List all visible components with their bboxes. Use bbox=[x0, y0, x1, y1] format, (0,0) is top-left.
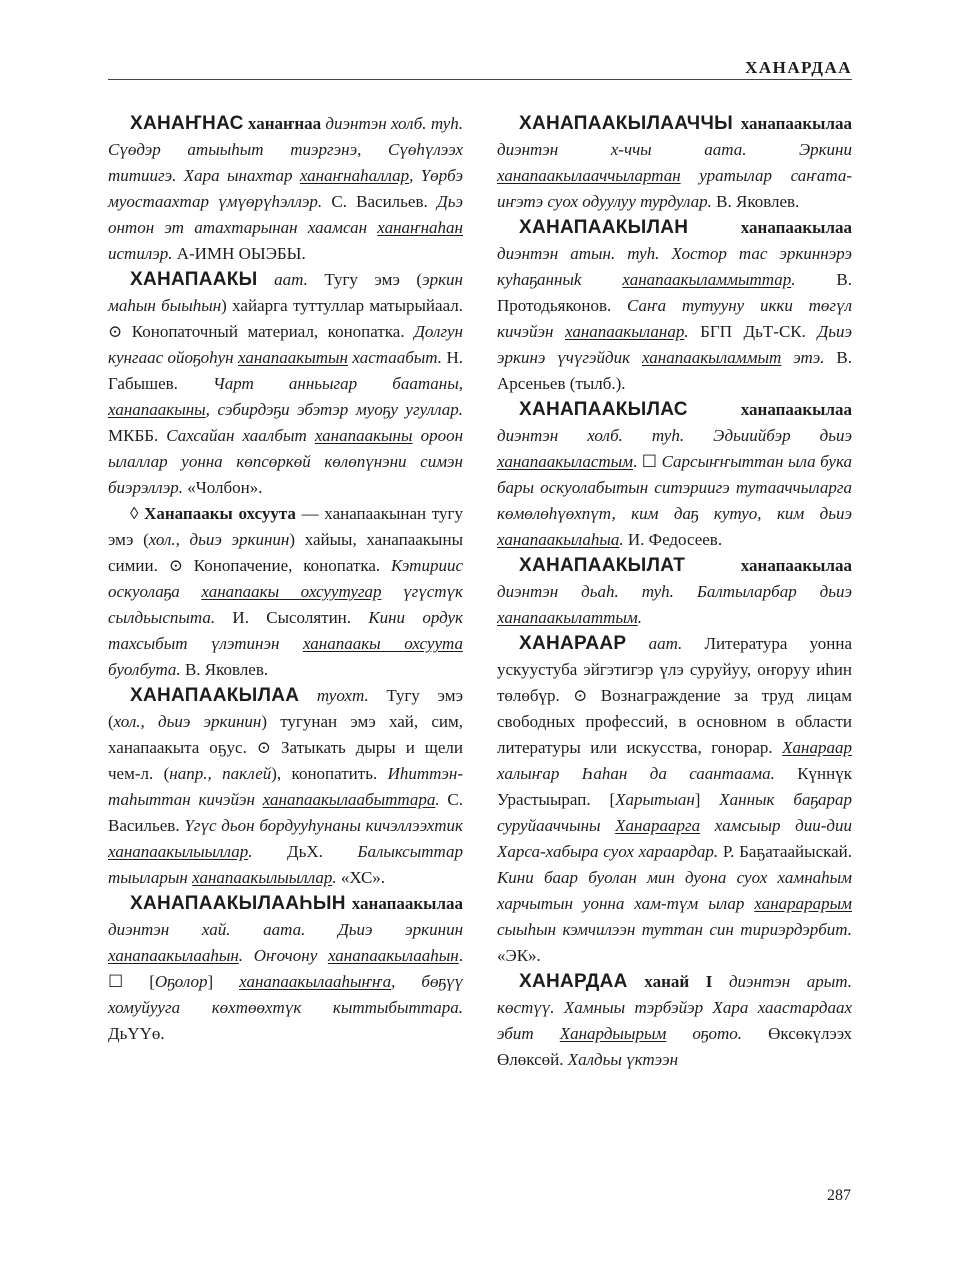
entry-text: В. Протодьяконов. bbox=[497, 270, 852, 315]
example-keyword: Ханараарга bbox=[615, 816, 701, 835]
entry-text: . bbox=[619, 530, 628, 549]
dictionary-entry bbox=[497, 111, 852, 215]
entry-text: ) тугунан эмэ хай, сим, ханапаакыта оҕус. ⊙ Затыкать дыры и щели чем-л. ( bbox=[108, 712, 464, 783]
entry-text: Тугу эмэ ( bbox=[108, 686, 463, 731]
headword: ХАНАПААКЫЛААЧЧЫ bbox=[519, 113, 734, 134]
entry-text: В. Арсеньев (тылб.). bbox=[497, 348, 852, 393]
entry-text: «ЭК». bbox=[497, 946, 541, 965]
entry-text: эркин маһын быыһын bbox=[108, 270, 463, 315]
example-keyword: ханапаакыламмыттар bbox=[622, 270, 792, 289]
entry-text: Чарт анньыгар баатаны, bbox=[213, 374, 464, 393]
header-rule bbox=[108, 79, 852, 80]
entry-text: . ☐ [ bbox=[108, 946, 463, 991]
dictionary-entry bbox=[497, 553, 852, 631]
entry-text: . bbox=[637, 608, 643, 627]
dictionary-entry bbox=[108, 891, 463, 1047]
headword: ХАНАПААКЫЛАН bbox=[519, 217, 689, 238]
example-keyword: ханапаакыламмыт bbox=[641, 348, 782, 367]
entry-text: Долгун кунгаас ойоҕоһун bbox=[108, 322, 463, 367]
entry-text: [ bbox=[609, 790, 616, 809]
headword: ХАНАПААКЫЛААҺЫН bbox=[130, 893, 346, 914]
entry-text: Тугу эмэ ( bbox=[324, 270, 423, 289]
entry-text: ) хайыы, ханапаакыны симии. ⊙ Конопачение, конопатка. bbox=[108, 530, 464, 575]
example-keyword: ханапаакылыыллар bbox=[192, 868, 333, 887]
dictionary-entry bbox=[497, 397, 852, 553]
dictionary-entry bbox=[497, 631, 852, 969]
example-keyword: ханапаакы охсуута bbox=[302, 634, 463, 653]
entry-text: диэнтэн холб. туһ. Сүөдэр атыыһыт тиэргэнэ, Сүөһүлээх титиигэ. Хара ынахтар bbox=[108, 114, 463, 185]
headword: ХАНАҤНАС bbox=[130, 113, 244, 134]
entry-text: диэнтэн дьаһ. туһ. Балтыларбар дьиэ bbox=[497, 582, 852, 601]
entry-text: Халдьы үктээн bbox=[567, 1050, 679, 1069]
entry-text: Р. Баҕатаайыскай. bbox=[722, 842, 853, 861]
entry-text: , сэбирдэҕи эбэтэр муоҕу угуллар. bbox=[205, 400, 463, 419]
entry-text bbox=[628, 972, 645, 991]
example-keyword: ханапаакылаһыа bbox=[497, 530, 620, 549]
entry-text: ороон ылаллар уонна көпсөркөй көлөпүнэни симэн биэрэллэр. bbox=[108, 426, 463, 497]
example-keyword: ханапаакылааһын bbox=[327, 946, 459, 965]
example-keyword: ханапаакылааччылартан bbox=[497, 166, 681, 185]
entry-text: диэнтэн х-ччы аата. Эркини bbox=[497, 140, 852, 159]
example-keyword: ханапаакылаабыттара bbox=[262, 790, 436, 809]
entry-text: Дьэ онтон эт атахтарынан хаамсан bbox=[108, 192, 463, 237]
entry-text: . ☐ bbox=[633, 452, 662, 471]
example-keyword: ханапаакыны bbox=[108, 400, 206, 419]
entry-text: С. Васильев. bbox=[331, 192, 437, 211]
entry-text bbox=[733, 114, 741, 133]
headword: ХАНАПААКЫЛАТ bbox=[519, 555, 686, 576]
entry-text: Литература уонна ускуустуба эйгэтигэр үлэ суруйуу, оҥоруу иһин төлөбүр. ⊙ Вознаграждение за труд лицам свободных профессий, в основном в области литературы или искусства, гонорар. bbox=[497, 634, 852, 757]
entry-text: Н. Габышев. bbox=[108, 348, 463, 393]
entry-text: БГП ДьТ-СК. bbox=[700, 322, 818, 341]
example-keyword: ханапаакыланар bbox=[565, 322, 685, 341]
entry-text: этэ. bbox=[781, 348, 837, 367]
entry-text: хастаабыт. bbox=[347, 348, 447, 367]
entry-text: Балыксыттар тыыларын bbox=[108, 842, 463, 887]
entry-text: диэнтэн хай. аата. Дьиэ эркинин bbox=[108, 920, 463, 939]
entry-text: уратылар саҥата-иҥэтэ суох одуулуу турдулар. bbox=[497, 166, 852, 211]
entry-text: ханапаакылаа bbox=[740, 114, 852, 133]
headword: ХАНАПААКЫ bbox=[130, 269, 258, 290]
entry-text: , Үөрбэ муостаахтар үмүөрүһэллэр. bbox=[108, 166, 463, 211]
entry-text: Иһиттэн-таһыттан кичэйэн bbox=[108, 764, 463, 809]
example-keyword: ханаҥнаһаллар bbox=[299, 166, 410, 185]
example-keyword: Ханардыырым bbox=[559, 1024, 667, 1043]
entry-text: , бөҕүү хомуйууга көхтөөхтүк кыттыбыттара. bbox=[108, 972, 463, 1017]
example-keyword: ханапаакылаттым bbox=[497, 608, 638, 627]
headword: ХАНАПААКЫЛАА bbox=[130, 685, 300, 706]
entry-text: . bbox=[684, 322, 701, 341]
entry-text: диэнтэн атын. туһ. Хостор тас эркиннэрэ куһаҕанныk bbox=[497, 244, 852, 289]
entry-text: ] bbox=[694, 790, 720, 809]
entry-text: Ханапаакы охсуута bbox=[144, 504, 296, 523]
entry-text: буолбута. bbox=[108, 660, 185, 679]
entry-text: Сахсайан хаалбыт bbox=[166, 426, 315, 445]
entry-text: истилэр. bbox=[108, 244, 177, 263]
entry-text: Үгүс дьон бордууһунаны кичэллээхтик bbox=[184, 816, 463, 835]
entry-text: Саҥа тутууну икки төгүл кичэйэн bbox=[497, 296, 852, 341]
entry-text bbox=[685, 556, 741, 575]
entry-text: ), конопатить. bbox=[271, 764, 388, 783]
entry-text: хол., дьиэ эркинин bbox=[148, 530, 290, 549]
entry-text: ДьХ. bbox=[287, 842, 358, 861]
entry-text: . bbox=[332, 868, 341, 887]
dictionary-entry bbox=[108, 683, 463, 891]
entry-text: үгүстүк сылдьыспыта. bbox=[108, 582, 463, 627]
entry-text: Сарсыҥҥыттан ыла бука бары оскуолабытын ситэриигэ тутааччыларга көмөлөһүөхпүт, ким даҕ кутуо, ким дьиэ bbox=[497, 452, 852, 523]
entry-text: МКББ. bbox=[108, 426, 167, 445]
entry-text: аат. bbox=[257, 270, 325, 289]
example-keyword: ханапаакыны bbox=[314, 426, 413, 445]
entry-text: хамсыыр дии-дии Харса-хабыра суох хараардар. bbox=[497, 816, 852, 861]
entry-text: . bbox=[435, 790, 448, 809]
entry-text: ханаҥнаа bbox=[247, 114, 322, 133]
page-number: 287 bbox=[827, 1187, 851, 1204]
example-keyword: Ханараар bbox=[782, 738, 852, 757]
entry-text: ханапаакылаа bbox=[351, 894, 463, 913]
entry-text: ) хайарга туттуллар матырыйаал. ⊙ Конопаточный материал, конопатка. bbox=[108, 296, 463, 341]
dictionary-entry bbox=[497, 215, 852, 397]
headword: ХАНАРДАА bbox=[519, 971, 628, 992]
entry-text: Харытыан bbox=[615, 790, 695, 809]
entry-text: аат. bbox=[626, 634, 705, 653]
entry-text: . bbox=[248, 842, 287, 861]
entry-text: Дьиэ эркинэ үчүгэйдик bbox=[497, 322, 852, 367]
entry-text: ◊ bbox=[130, 504, 145, 523]
dictionary-entry bbox=[497, 969, 852, 1073]
entry-text bbox=[688, 400, 741, 419]
entry-text: ханапаакылаа bbox=[740, 556, 852, 575]
entry-text: ханапаакылаа bbox=[740, 400, 852, 419]
example-keyword: ханапаакылааһын bbox=[108, 946, 239, 965]
entry-text: Күннүк Урастыырап. bbox=[497, 764, 852, 809]
entry-text: Өксөкүлээх Өлөксөй. bbox=[497, 1024, 852, 1069]
entry-text: В. Яковлев. bbox=[184, 660, 269, 679]
entry-text: туохт. bbox=[299, 686, 387, 705]
dictionary-entry bbox=[108, 111, 463, 267]
entry-text: сыыһын кэмчилээн туттан син тириэрдэрбит. bbox=[497, 920, 852, 939]
dictionary-entry bbox=[108, 501, 463, 683]
entry-text: Кини баар буолан мин дуона суох хамнаһым харчытын уонна хам-түм ылар bbox=[497, 868, 852, 913]
entry-text: хол., дьиэ эркинин bbox=[113, 712, 262, 731]
entry-text: В. Яковлев. bbox=[716, 192, 800, 211]
headword: ХАНАРААР bbox=[519, 633, 627, 654]
entry-text: И. Федосеев. bbox=[627, 530, 723, 549]
entry-text: «Чолбон». bbox=[187, 478, 263, 497]
entry-text: Кини ордук тахсыбыт үлэтинэн bbox=[108, 608, 463, 653]
entry-text: ханай I bbox=[644, 972, 713, 991]
entry-text: Ханнык баҕарар суруйааччыны bbox=[497, 790, 852, 835]
entry-text: ДьҮҮө. bbox=[108, 1024, 165, 1043]
entry-text: Кэтириис оскуолаҕа bbox=[108, 556, 463, 601]
entry-text bbox=[688, 218, 740, 237]
entry-text: . bbox=[791, 270, 837, 289]
entry-text: А-ИМН ОЫЭБЫ. bbox=[176, 244, 306, 263]
right-column bbox=[497, 111, 852, 1073]
entry-text: ] bbox=[207, 972, 240, 991]
entry-text: С. Васильев. bbox=[108, 790, 463, 835]
dictionary-entry bbox=[108, 267, 463, 501]
example-keyword: ханапаакылыыллар bbox=[108, 842, 249, 861]
entry-text: диэнтэн холб. туһ. Эдьиийбэр дьиэ bbox=[497, 426, 852, 445]
entry-text: ханапаакылаа bbox=[740, 218, 852, 237]
entry-text: И. Сысолятин. bbox=[232, 608, 369, 627]
example-keyword: ханарарарым bbox=[754, 894, 852, 913]
entry-text: халыҥар Һаһан да саантаама. bbox=[497, 764, 798, 783]
example-keyword: ханаҥнаһан bbox=[377, 218, 463, 237]
example-keyword: ханапаакылааһыҥҥа bbox=[239, 972, 392, 991]
entry-text: — ханапаакынан тугу эмэ ( bbox=[108, 504, 463, 549]
example-keyword: ханапаакы охсуутугар bbox=[201, 582, 382, 601]
entry-text: Оҕолор bbox=[154, 972, 208, 991]
entry-text: диэнтэн арыт. көстүү. Хамныы тэрбэйэр Хара хаастардаах эбит bbox=[497, 972, 853, 1043]
entry-text: «ХС». bbox=[340, 868, 386, 887]
entry-text: оҕото. bbox=[666, 1024, 769, 1043]
entry-text: . Оҥочону bbox=[238, 946, 328, 965]
left-column bbox=[108, 111, 463, 1047]
example-keyword: ханапаакытын bbox=[238, 348, 348, 367]
headword: ХАНАПААКЫЛАС bbox=[519, 399, 688, 420]
entry-text: напр., паклей bbox=[169, 764, 272, 783]
example-keyword: ханапаакыластым bbox=[497, 452, 634, 471]
running-head: ХАНАРДАА bbox=[745, 58, 852, 77]
